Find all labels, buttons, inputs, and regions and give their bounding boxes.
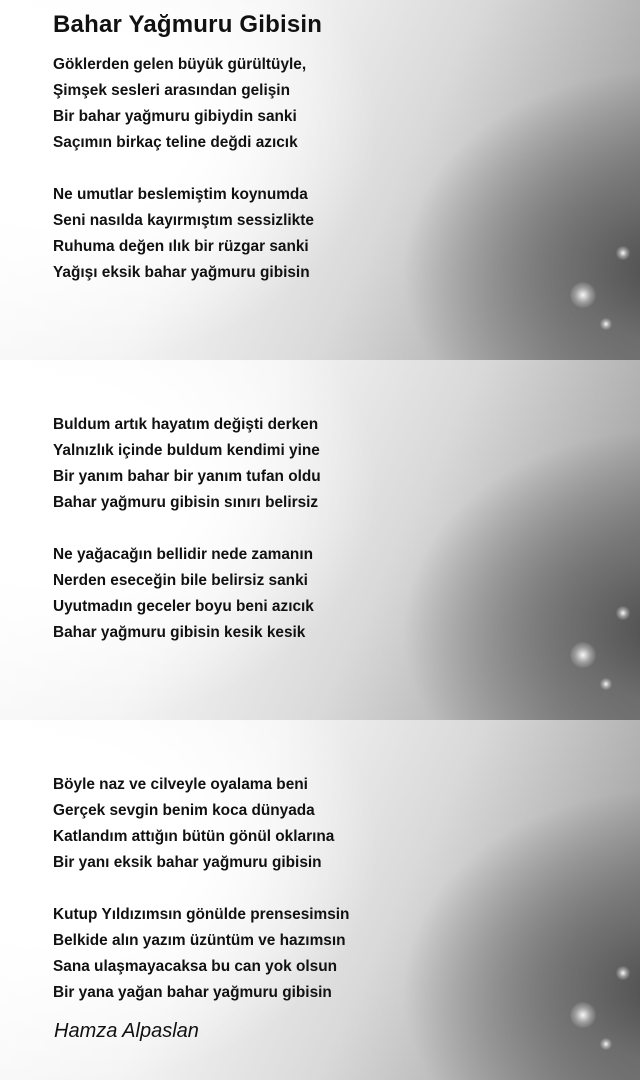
sparkle-decoration <box>600 318 612 330</box>
poem-line: Katlandım attığın bütün gönül oklarına <box>53 828 335 845</box>
stanza <box>53 902 349 1006</box>
poem-line: Yağışı eksik bahar yağmuru gibisin <box>53 264 310 281</box>
poem-line: Sana ulaşmayacaksa bu can yok olsun <box>53 958 338 975</box>
poem-line: Saçımın birkaç teline değdi azıcık <box>53 134 298 151</box>
sparkle-decoration <box>600 1038 612 1050</box>
stanza <box>53 412 321 516</box>
poem-line: Ne yağacağın bellidir nede zamanın <box>53 546 314 563</box>
poem-line: Bahar yağmuru gibisin sınırı belirsiz <box>53 494 319 511</box>
poem-line: Seni nasılda kayırmıştım sessizlikte <box>53 212 314 229</box>
poem-line: Buldum artık hayatım değişti derken <box>53 416 319 433</box>
poem-line: Ne umutlar beslemiştim koynumda <box>53 186 308 203</box>
poem-line: Uyutmadın geceler boyu beni azıcık <box>53 598 314 615</box>
poem-line: Bir bahar yağmuru gibiydin sanki <box>53 108 297 125</box>
poem-panel-3 <box>0 720 640 1080</box>
poem-line: Bahar yağmuru gibisin kesik kesik <box>53 624 306 641</box>
sparkle-decoration <box>570 1002 596 1028</box>
stanza <box>53 542 314 646</box>
poem-line: Belkide alın yazım üzüntüm ve hazımsın <box>53 932 346 949</box>
sparkle-decoration <box>600 678 612 690</box>
poem-line: Bir yana yağan bahar yağmuru gibisin <box>53 984 332 1001</box>
poem-line: Kutup Yıldızımsın gönülde prensesimsin <box>53 906 350 923</box>
poem-panel-2 <box>0 360 640 720</box>
sparkle-decoration <box>570 282 596 308</box>
sparkle-decoration <box>616 246 630 260</box>
stanza <box>53 52 306 156</box>
poem-line: Bir yanı eksik bahar yağmuru gibisin <box>53 854 322 871</box>
stanza <box>53 772 334 876</box>
sparkle-decoration <box>570 642 596 668</box>
sparkle-decoration <box>616 966 630 980</box>
poem-line: Nerden eseceğin bile belirsiz sanki <box>53 572 308 589</box>
poem-line: Ruhuma değen ılık bir rüzgar sanki <box>53 238 309 255</box>
poem-line: Şimşek sesleri arasından gelişin <box>53 82 290 99</box>
poem-line: Göklerden gelen büyük gürültüyle, <box>53 56 307 73</box>
poem-line: Bir yanım bahar bir yanım tufan oldu <box>53 468 321 485</box>
sparkle-decoration <box>616 606 630 620</box>
poem-line: Yalnızlık içinde buldum kendimi yine <box>53 442 320 459</box>
poem-line: Gerçek sevgin benim koca dünyada <box>53 802 315 819</box>
poem-author: Hamza Alpaslan <box>54 1020 199 1042</box>
poem-title: Bahar Yağmuru Gibisin <box>53 11 323 38</box>
stanza <box>53 182 314 286</box>
poem-line: Böyle naz ve cilveyle oyalama beni <box>53 776 308 793</box>
poem-panel-1 <box>0 0 640 360</box>
